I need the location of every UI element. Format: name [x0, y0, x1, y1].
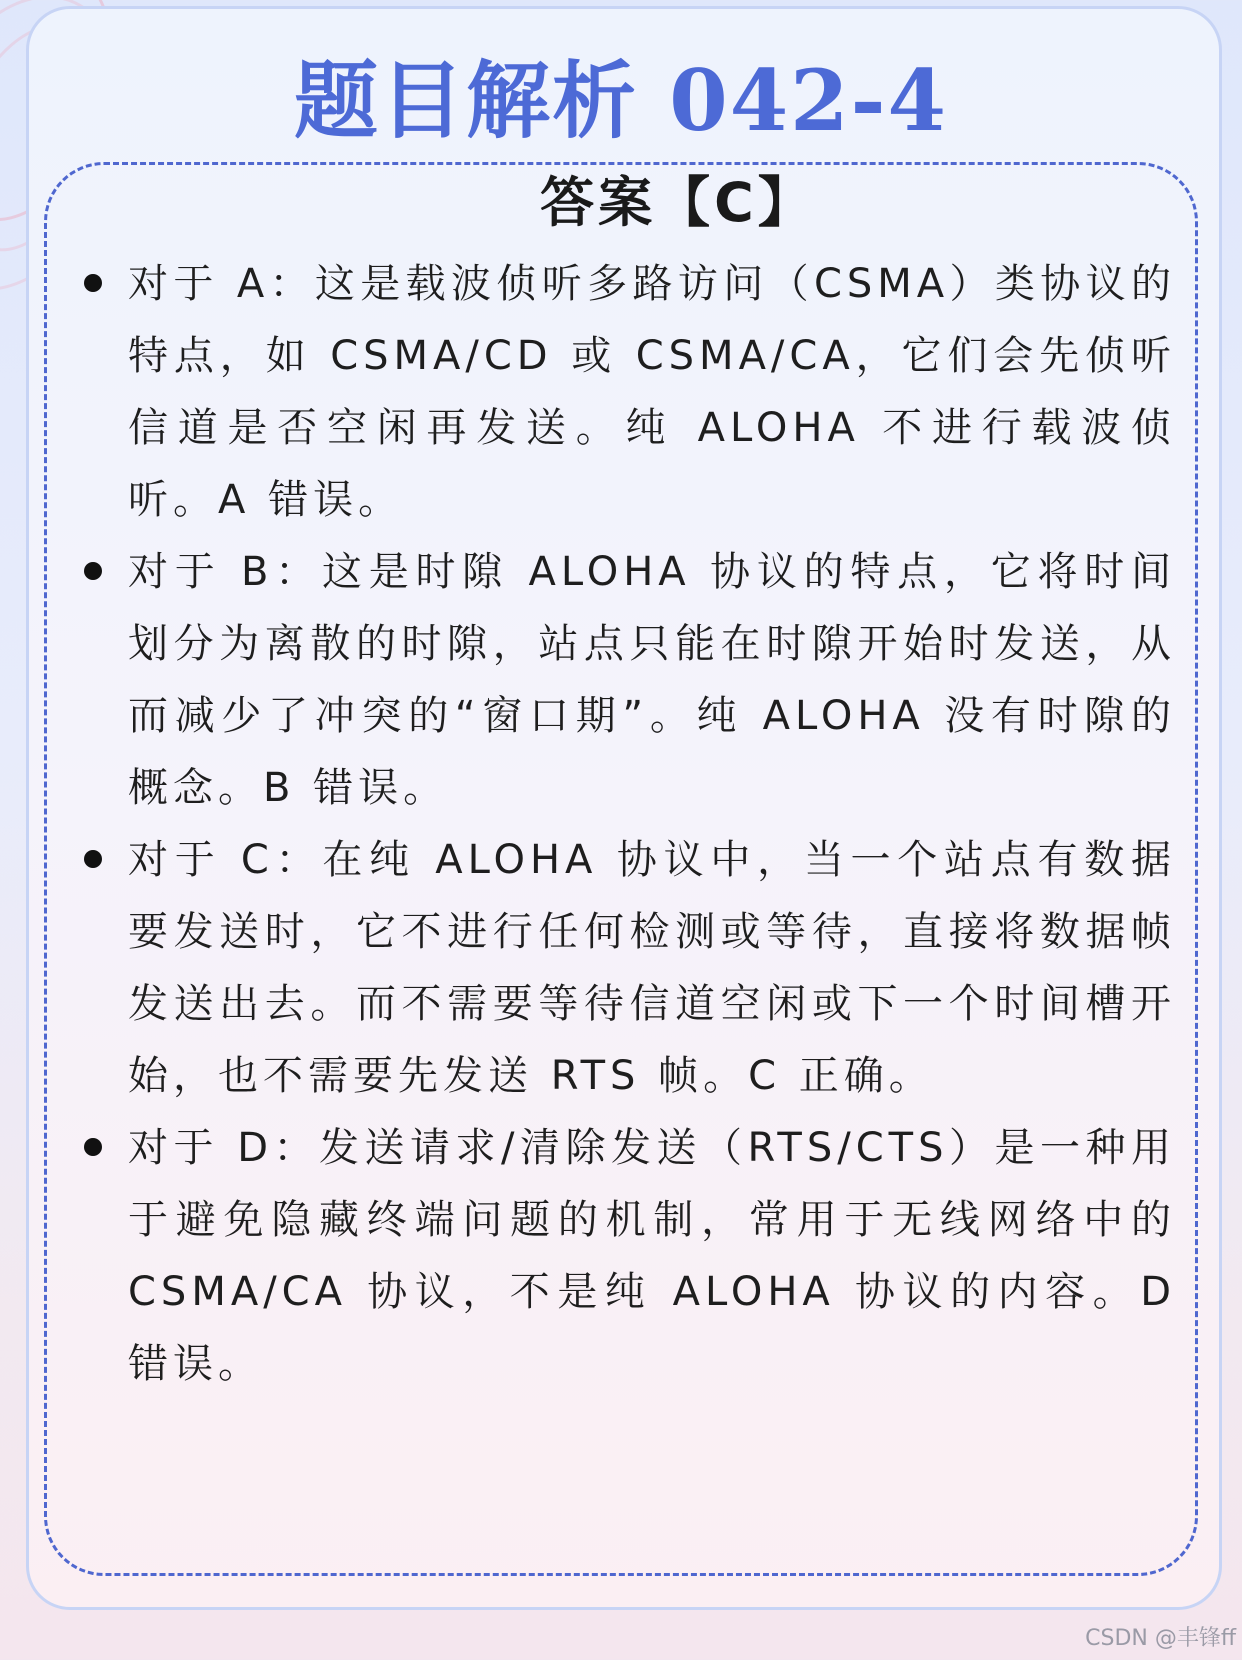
bullet-icon: [84, 562, 102, 580]
answer-heading: 答案【C】: [540, 171, 816, 234]
explanation-list: [76, 248, 1176, 1400]
list-item: [76, 248, 1176, 536]
page-title: 题目解析 042-4: [294, 51, 948, 150]
list-item: [76, 1112, 1176, 1400]
bullet-icon: [84, 1138, 102, 1156]
list-item-text: 对于 A：这是载波侦听多路访问（CSMA）类协议的特点，如 CSMA/CD 或 CSMA/CA，它们会先侦听信道是否空闲再发送。纯 ALOHA 不进行载波侦听。A 错误。: [128, 261, 1176, 523]
list-item: [76, 824, 1176, 1112]
list-item-text: 对于 B：这是时隙 ALOHA 协议的特点，它将时间划分为离散的时隙，站点只能在时隙开始时发送，从而减少了冲突的“窗口期”。纯 ALOHA 没有时隙的概念。B 错误。: [128, 549, 1176, 811]
bullet-icon: [84, 274, 102, 292]
list-item: [76, 536, 1176, 824]
bullet-icon: [84, 850, 102, 868]
watermark: CSDN @丰锋ff: [1085, 1626, 1236, 1651]
list-item-text: 对于 D：发送请求/清除发送（RTS/CTS）是一种用于避免隐藏终端问题的机制，常用于无线网络中的 CSMA/CA 协议，不是纯 ALOHA 协议的内容。D 错误。: [128, 1125, 1176, 1387]
list-item-text: 对于 C：在纯 ALOHA 协议中，当一个站点有数据要发送时，它不进行任何检测或等待，直接将数据帧发送出去。而不需要等待信道空闲或下一个时间槽开始，也不需要先发送 RTS 帧。C 正确。: [128, 837, 1176, 1099]
